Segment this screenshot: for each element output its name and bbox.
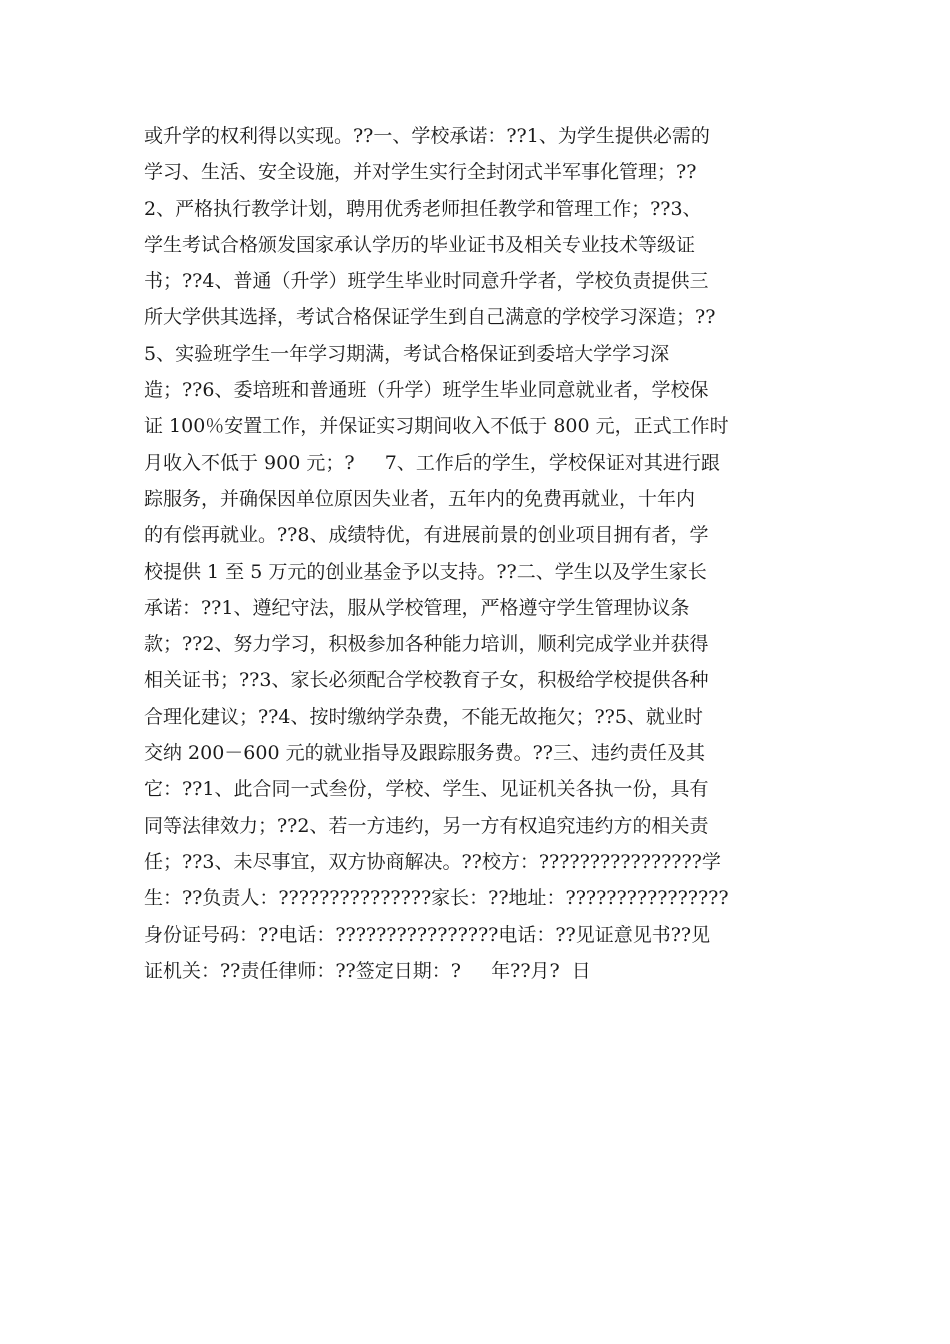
text-line: 证 100％安置工作，并保证实习期间收入不低于 800 元，正式工作时	[144, 415, 729, 438]
text-line: 的有偿再就业。??8、成绩特优，有进展前景的创业项目拥有者，学	[144, 524, 709, 547]
text-line: 承诺：??1、遵纪守法，服从学校管理，严格遵守学生管理协议条	[144, 596, 690, 619]
text-line: 交纳 200－600 元的就业指导及跟踪服务费。??三、违约责任及其	[144, 742, 705, 765]
text-line: 造；??6、委培班和普通班（升学）班学生毕业同意就业者，学校保	[144, 379, 709, 402]
text-line: 同等法律效力；??2、若一方违约，另一方有权追究违约方的相关责	[144, 814, 709, 837]
text-line: 学生考试合格颁发国家承认学历的毕业证书及相关专业技术等级证	[144, 233, 696, 256]
text-line: 身份证号码：??电话：????????????????电话：??见证意见书??见	[144, 923, 711, 946]
text-line: 合理化建议；??4、按时缴纳学杂费，不能无故拖欠；??5、就业时	[144, 705, 703, 728]
text-line: 或升学的权利得以实现。??一、学校承诺：??1、为学生提供必需的	[144, 125, 710, 147]
text-line: 它：??1、此合同一式叁份，学校、学生、见证机关各执一份，具有	[144, 778, 709, 801]
text-line: 校提供 1 至 5 万元的创业基金予以支持。??二、学生以及学生家长	[144, 560, 707, 583]
text-line: 5、实验班学生一年学习期满，考试合格保证到委培大学学习深	[144, 342, 670, 365]
text-line: 所大学供其选择，考试合格保证学生到自己满意的学校学习深造；??	[144, 306, 716, 329]
contract-body-text	[144, 118, 814, 989]
text-line: 2、严格执行教学计划，聘用优秀老师担任教学和管理工作；??3、	[144, 197, 702, 220]
text-line: 学习、生活、安全设施，并对学生实行全封闭式半军事化管理；??	[144, 161, 697, 184]
text-line: 相关证书；??3、家长必须配合学校教育子女，积极给学校提供各种	[144, 669, 709, 692]
text-line: 踪服务，并确保因单位原因失业者，五年内的免费再就业，十年内	[144, 487, 696, 510]
text-line: 书；??4、普通（升学）班学生毕业时同意升学者，学校负责提供三	[144, 270, 709, 293]
text-line: 任；??3、未尽事宜，双方协商解决。??校方：????????????????学	[144, 850, 721, 873]
text-line: 生：??负责人：???????????????家长：??地址：????????????????	[144, 887, 729, 910]
text-line: 款；??2、努力学习，积极参加各种能力培训，顺利完成学业并获得	[144, 633, 709, 656]
text-line: 证机关：??责任律师：??签定日期：? 年??月? 日	[144, 959, 591, 982]
text-line: 月收入不低于 900 元；? 7、工作后的学生，学校保证对其进行跟	[144, 451, 720, 474]
